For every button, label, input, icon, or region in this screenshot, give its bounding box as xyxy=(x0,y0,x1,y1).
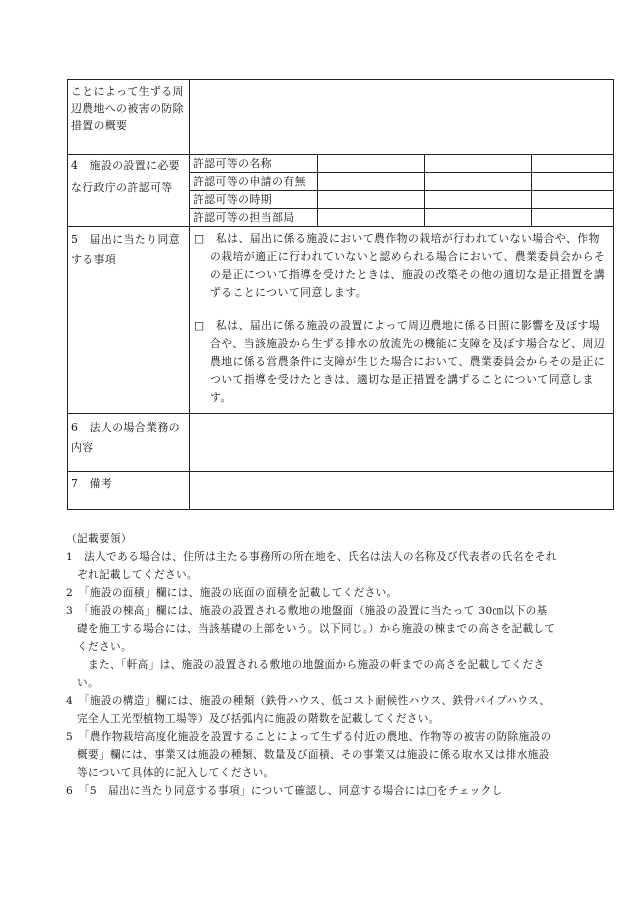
row-consent xyxy=(68,227,614,414)
consent-checkbox-1[interactable]: □ xyxy=(194,232,205,245)
row-corporate-business xyxy=(68,414,614,472)
consent-checkbox-2[interactable]: □ xyxy=(194,319,205,332)
instruction-item-3-continued: また、「軒高」は、施設の設置される敷地の地盤面から施設の軒までの高さを記載してください。 xyxy=(77,659,545,689)
remarks-label: 7 備考 xyxy=(68,472,190,510)
damage-prevention-label: ことによって生ずる周辺農地への被害の防除措置の概要 xyxy=(68,80,190,155)
permit-name-cell-1[interactable] xyxy=(318,155,425,173)
notification-form-table xyxy=(67,79,614,510)
row-permits xyxy=(68,155,614,173)
instruction-item-5: 5 「農作物栽培高度化施設を設置することによって生ずる付近の農地、作物等の被害の防除施設の概要」欄には、事業又は施設の種類、数量及び面積、その事業又は施設に係る取水又は排水施設等について具体的に記入してください。 xyxy=(66,731,552,779)
consent-cell xyxy=(190,227,614,414)
permits-label: 4 施設の設置に必要な行政庁の許認可等 xyxy=(68,155,190,227)
consent-item-2 xyxy=(194,317,607,407)
permit-application-cell-3[interactable] xyxy=(532,173,614,191)
instructions-section xyxy=(66,530,558,800)
corporate-business-label: 6 法人の場合業務の内容 xyxy=(68,414,190,472)
permit-timing-cell-3[interactable] xyxy=(532,191,614,209)
instruction-item-3: 3 「施設の棟高」欄には、施設の設置される敷地の地盤面（施設の設置に当たって 30㎝以下の基礎を施工する場合には、当該基礎の上部をいう。以下同じ。）から施設の棟までの高さを記載してください。 xyxy=(66,605,556,653)
permit-name-cell-3[interactable] xyxy=(532,155,614,173)
instruction-item-2: 2 「施設の面積」欄には、施設の底面の面積を記載してください。 xyxy=(66,587,398,599)
permit-application-label: 許認可等の申請の有無 xyxy=(190,173,318,191)
consent-text-1: 私は、届出に係る施設において農作物の栽培が行われていない場合や、作物の栽培が適正に行われていないと認められる場合において、農業委員会からその是正について指導を受けたときは、施設の改築その他の適切な是正措置を講ずることについて同意します。 xyxy=(210,232,606,299)
permit-department-cell-3[interactable] xyxy=(532,209,614,227)
consent-label: 5 届出に当たり同意する事項 xyxy=(68,227,190,414)
instructions-heading: （記載要領） xyxy=(66,533,132,545)
permit-timing-cell-2[interactable] xyxy=(425,191,532,209)
damage-prevention-input[interactable] xyxy=(190,80,614,155)
corporate-business-input[interactable] xyxy=(190,414,614,472)
permit-department-cell-1[interactable] xyxy=(318,209,425,227)
permit-application-cell-1[interactable] xyxy=(318,173,425,191)
instruction-item-1: 1 法人である場合は、住所は主たる事務所の所在地を、氏名は法人の名称及び代表者の氏名をそれぞれ記載してください。 xyxy=(66,551,557,581)
permit-department-cell-2[interactable] xyxy=(425,209,532,227)
consent-item-1 xyxy=(194,230,607,302)
permit-timing-label: 許認可等の時期 xyxy=(190,191,318,209)
permit-name-cell-2[interactable] xyxy=(425,155,532,173)
instruction-item-6: 6 「5 届出に当たり同意する事項」について確認し、同意する場合には□をチェックし xyxy=(66,785,503,797)
row-remarks xyxy=(68,472,614,510)
permit-timing-cell-1[interactable] xyxy=(318,191,425,209)
remarks-input[interactable] xyxy=(190,472,614,510)
consent-text-2: 私は、届出に係る施設の設置によって周辺農地に係る日照に影響を及ぼす場合や、当該施設から生ずる排水の放流先の機能に支障を及ぼす場合など、周辺農地に係る営農条件に支障が生じた場合において、農業委員会からその是正について指導を受けたときは、適切な是正措置を講ずることについて同意します。 xyxy=(210,319,606,404)
permit-department-label: 許認可等の担当部局 xyxy=(190,209,318,227)
permit-application-cell-2[interactable] xyxy=(425,173,532,191)
instruction-item-4: 4 「施設の構造」欄には、施設の種類（鉄骨ハウス、低コスト耐候性ハウス、鉄骨パイプハウス、完全人工光型植物工場等）及び括弧内に施設の階数を記載してください。 xyxy=(66,695,551,725)
row-damage-prevention xyxy=(68,80,614,155)
permit-name-label: 許認可等の名称 xyxy=(190,155,318,173)
